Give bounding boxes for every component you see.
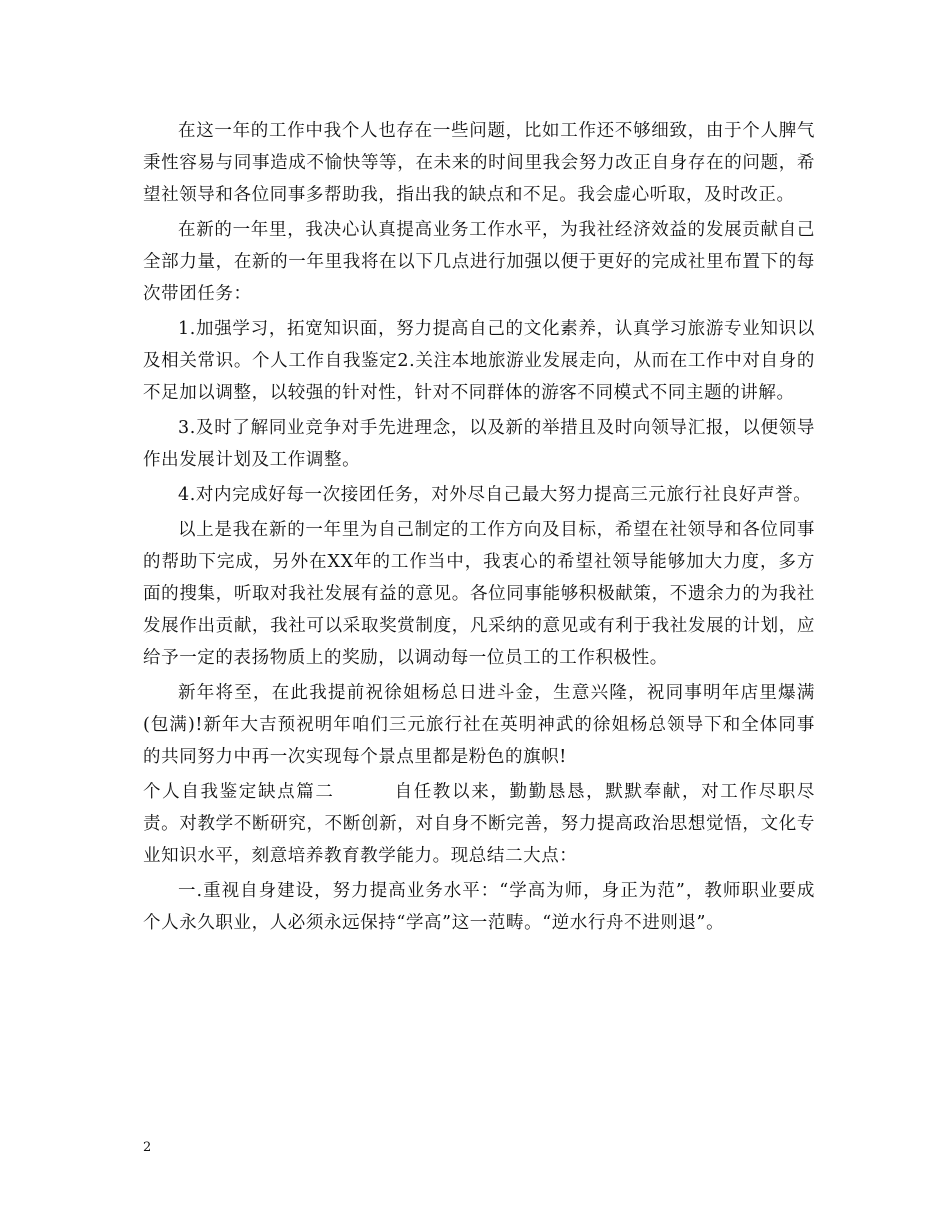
paragraph: 以上是我在新的一年里为自己制定的工作方向及目标，希望在社领导和各位同事的帮助下完成，另外在XX年的工作当中，我衷心的希望社领导能够加大力度，多方面的搜集，听取对我社发展有益的意见。各位同事能够积极献策，不遗余力的为我社发展作出贡献，我社可以采取奖赏制度，凡采纳的意见或有利于我社发展的计划，应给予一定的表扬物质上的奖励，以调动每一位员工的工作积极性。 [143, 520, 815, 668]
paragraph: 3.及时了解同业竞争对手先进理念，以及新的举措且及时向领导汇报，以便领导作出发展计划及工作调整。 [143, 418, 815, 470]
paragraph: 4.对内完成好每一次接团任务，对外尽自己最大努力提高三元旅行社良好声誉。 [178, 485, 812, 505]
section-intro: 自任教以来，勤勤恳恳，默默奉献，对工作尽职尽责。对教学不断研究，不断创新，对自身不断完善，努力提高政治思想觉悟，文化专业知识水平，刻意培养教育教学能力。现总结二大点： [143, 782, 816, 866]
section-paragraph [143, 776, 815, 872]
paragraph: 新年将至，在此我提前祝徐姐杨总日进斗金，生意兴隆，祝同事明年店里爆满(包满)!新年大吉预祝明年咱们三元旅行社在英明神武的徐姐杨总领导下和全体同事的共同努力中再一次实现每个景点里都是粉色的旗帜! [143, 683, 815, 767]
paragraph: 1.加强学习，拓宽知识面，努力提高自己的文化素养，认真学习旅游专业知识以及相关常识。个人工作自我鉴定2.关注本地旅游业发展走向，从而在工作中对自身的不足加以调整，以较强的针对性，针对不同群体的游客不同模式不同主题的讲解。 [143, 319, 815, 403]
section-heading: 个人自我鉴定缺点篇二 [143, 782, 335, 802]
document-body [143, 115, 815, 942]
page-number: 2 [143, 1140, 152, 1155]
paragraph: 一.重视自身建设，努力提高业务水平：“学高为师，身正为范”，教师职业要成个人永久职业，人必须永远保持“学高”这一范畴。“逆水行舟不进则退”。 [143, 881, 815, 933]
paragraph: 在新的一年里，我决心认真提高业务工作水平，为我社经济效益的发展贡献自己全部力量，在新的一年里我将在以下几点进行加强以便于更好的完成社里布置下的每次带团任务： [143, 220, 815, 304]
paragraph: 在这一年的工作中我个人也存在一些问题，比如工作还不够细致，由于个人脾气秉性容易与同事造成不愉快等等，在未来的时间里我会努力改正自身存在的问题，希望社领导和各位同事多帮助我，指出我的缺点和不足。我会虚心听取，及时改正。 [143, 121, 815, 205]
